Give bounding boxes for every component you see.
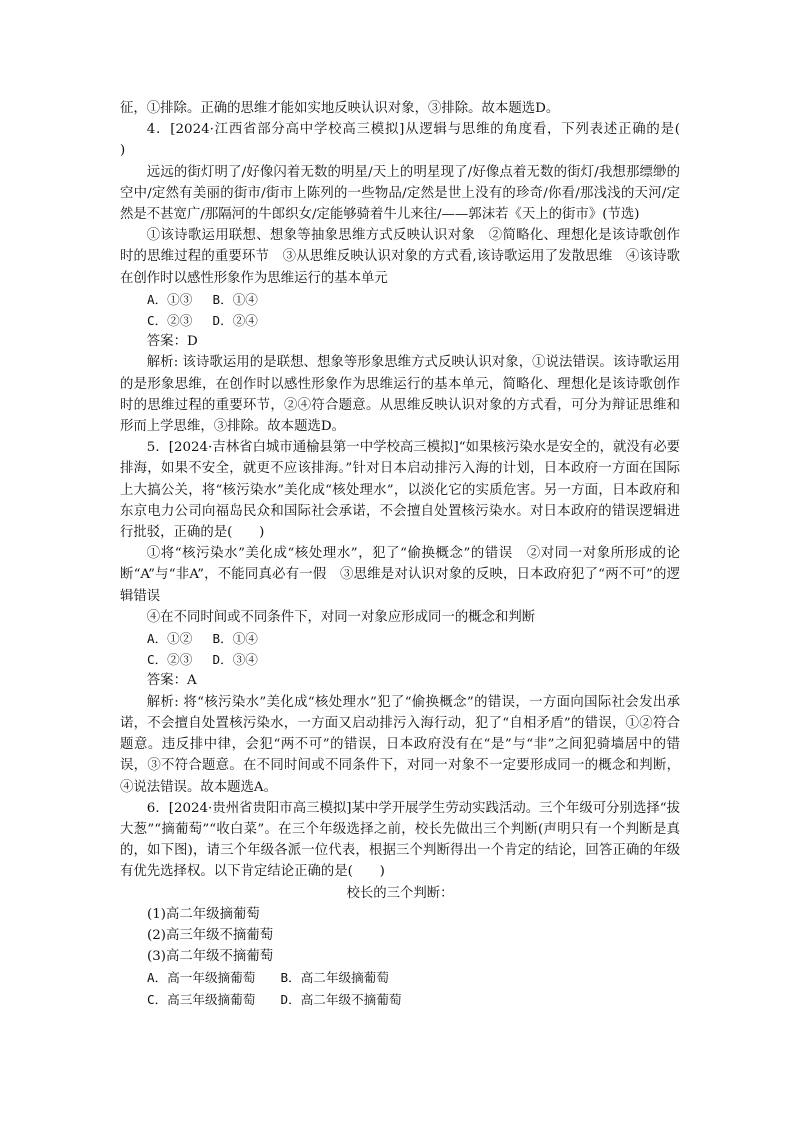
q5-statement-4: ④在不同时间或不同条件下，对同一对象应形成同一的概念和判断 <box>146 609 536 625</box>
q5-statements: ①将“核污染水”美化成“核处理水”，犯了“偷换概念”的错误 ②对同一对象所形成的论断“A”与“非A”，不能同真必有一假 ③思维是对认识对象的反映，日本政府犯了“两不可”的逻辑错误 <box>120 546 680 604</box>
q6-judgment-1: (1)高二年级摘葡萄 <box>147 906 260 922</box>
q6-judgment-3: (3)高二年级不摘葡萄 <box>147 949 274 965</box>
q4-stem: 4．[2024·江西省部分高中学校高三模拟]从逻辑与思维的角度看，下列表述正确的是( ) <box>120 122 707 159</box>
q6-options-cd: C．高三年级摘葡萄 D．高二年级不摘葡萄 <box>147 991 402 1007</box>
q4-options-cd: C．②③ D．②④ <box>147 313 258 329</box>
q5-options-ab: A．①② B．①④ <box>147 631 258 647</box>
q4-analysis: 解析: 该诗歌运用的是联想、想象等形象思维方式反映认识对象，①说法错误。该诗歌运用的是形象思维，在创作时以感性形象作为思维运行的基本单元，简略化、理想化是该诗歌创作时的思维过程的重要环节，②④符合题意。从思维反映认识对象的方式看，可分为辩证思维和形而上学思维，③排除。故本题选D。 <box>120 355 680 435</box>
q3-analysis-tail: 征，①排除。正确的思维才能如实地反映认识对象，③排除。故本题选D。 <box>120 101 560 116</box>
document-page <box>120 98 707 1010</box>
q4-options-ab: A．①③ B．①④ <box>147 291 258 307</box>
q5-stem: 5．[2024·吉林省白城市通榆县第一中学校高三模拟]“如果核污染水是安全的，就没有必要排海，如果不安全，就更不应该排海。”针对日本启动排污入海的计划，日本政府一方面在国际上大搞公关，将“核污染水”美化成“核处理水”，以淡化它的实质危害。另一方面，日本政府和东京电力公司向福岛民众和国际社会承诺，不会擅自处置核污染水。对日本政府的错误逻辑进行批驳，正确的是( ) <box>120 440 680 541</box>
q5-options-cd: C．②③ D．③④ <box>147 652 258 668</box>
q4-poem: 远远的街灯明了/好像闪着无数的明星/天上的明星现了/好像点着无数的街灯/我想那缥缈的空中/定然有美丽的街市/街市上陈列的一些物品/定然是世上没有的珍奇/你看/那浅浅的天河/定然是不甚宽广/那隔河的牛郎织女/定能够骑着牛儿来往/——郭沫若《天上的街市》(节选) <box>120 164 680 223</box>
q6-judgment-2: (2)高三年级不摘葡萄 <box>147 927 274 943</box>
q6-options-ab: A．高一年级摘葡萄 B．高二年级摘葡萄 <box>147 970 389 986</box>
q5-analysis: 解析: 将“核污染水”美化成“核处理水”犯了“偷换概念”的错误，一方面向国际社会发出承诺，不会擅自处置核污染水，一方面又启动排污入海行动，犯了“自相矛盾”的错误，①②符合题意。违反排中律，会犯“两不可”的错误，日本政府没有在“是”与“非”之间犯骑墙居中的错误，③不符合题意。在不同时间或不同条件下，对同一对象不一定要形成同一的概念和判断，④说法错误。故本题选A。 <box>120 694 680 795</box>
q4-statements: ①该诗歌运用联想、想象等抽象思维方式反映认识对象 ②简略化、理想化是该诗歌创作时的思维过程的重要环节 ③从思维反映认识对象的方式看,该诗歌运用了发散思维 ④该诗歌在创作时以感性形象作为思维运行的基本单元 <box>120 228 680 286</box>
q6-figure-title: 校长的三个判断： <box>346 885 454 901</box>
q4-answer: 答案：D <box>146 334 198 350</box>
q6-stem: 6．[2024·贵州省贵阳市高三模拟]某中学开展学生劳动实践活动。三个年级可分别选择“拔大葱”“摘葡萄”“收白菜”。在三个年级选择之前，校长先做出三个判断(声明只有一个判断是真的，如下图)，请三个年级各派一位代表，根据三个判断得出一个肯定的结论，回答正确的年级有优先选择权。以下肯定结论正确的是( ) <box>120 800 680 880</box>
q5-answer: 答案：A <box>146 673 197 689</box>
